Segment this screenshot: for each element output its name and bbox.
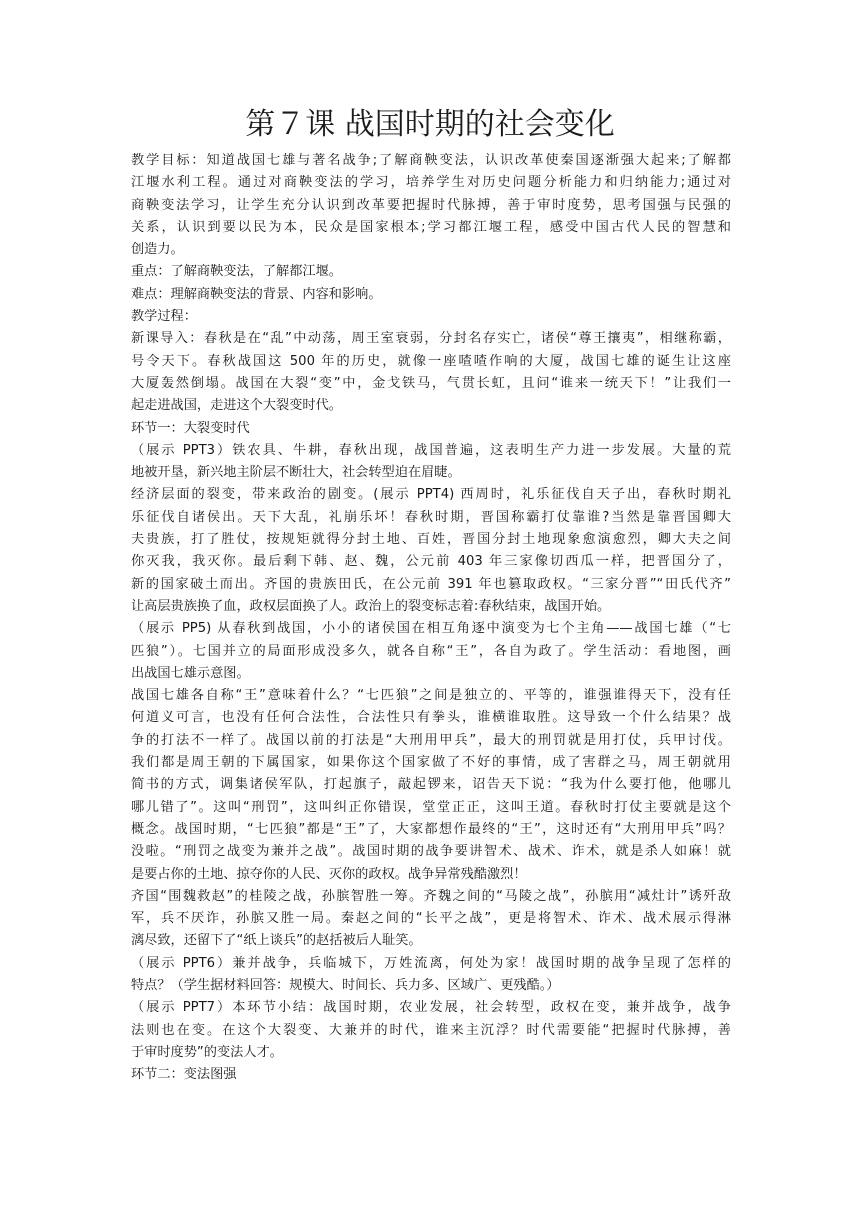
text-line: 创造力。	[131, 242, 184, 258]
text-line: 战国七雄各自称“王”意味着什么？“七匹狼”之间是独立的、平等的，谁强谁得天下，没有任	[131, 688, 731, 704]
text-line: 关系，认识到要以民为本，民众是国家根本;学习都江堰工程，感受中国古代人民的智慧和	[131, 219, 731, 235]
text-line: 环节一：大裂变时代	[131, 420, 250, 436]
text-line: 齐国“围魏救赵”的桂陵之战，孙膑智胜一筹。齐魏之间的“马陵之战”，孙膑用“减灶计”诱歼敌	[131, 888, 731, 904]
text-line: 让高层贵族换了血，政权层面换了人。政治上的裂变标志着:春秋结束，战国开始。	[131, 598, 611, 614]
lesson-title: 第７课 战国时期的社会变化	[245, 107, 615, 142]
text-line: 匹狼”）。七国并立的局面形成没多久，就各自称“王”，各自为政了。学生活动：看地图，画	[131, 643, 731, 659]
text-line: 漓尽致，还留下了“纸上谈兵”的赵括被后人耻笑。	[131, 933, 422, 949]
text-line: 号令天下。春秋战国这 500 年的历史，就像一座喳喳作响的大厦，战国七雄的诞生让这座	[131, 353, 731, 369]
text-line: 教学过程：	[131, 309, 197, 325]
text-line: （展示 PP5) 从春秋到战国，小小的诸侯国在相互角逐中演变为七个主角——战国七雄（“七	[131, 621, 731, 637]
text-line: 法则也在变。在这个大裂变、大兼并的时代，谁来主沉浮？时代需要能“把握时代脉搏，善	[131, 1022, 731, 1038]
text-line: 我们都是周王朝的下属国家，如果你这个国家做了不好的事情，成了害群之马，周王朝就用	[131, 755, 731, 771]
text-line: 经济层面的裂变，带来政治的剧变。(展示 PPT4) 西周时，礼乐征伐自天子出，春秋时期礼	[131, 487, 731, 503]
text-line: 出战国七雄示意图。	[131, 665, 250, 681]
text-line: 何道义可言，也没有任何合法性，合法性只有拳头，谁横谁取胜。这导致一个什么结果？战	[131, 710, 731, 726]
text-line: 乐征伐自诸侯出。天下大乱，礼崩乐坏！春秋时期，晋国称霸打仗靠谁?当然是靠晋国卿大	[131, 509, 731, 525]
text-line: 你灭我，我灭你。最后剩下韩、赵、魏，公元前 403 年三家像切西瓜一样，把晋国分了，	[131, 554, 731, 570]
text-line: 重点：了解商鞅变法，了解都江堰。	[131, 264, 342, 280]
text-line: 大厦轰然倒塌。战国在大裂“变”中，金戈铁马，气贯长虹，且问“谁来一统天下！”让我们一	[131, 375, 731, 391]
text-line: 是要占你的土地、掠夺你的人民、灭你的政权。战争异常残酷激烈！	[131, 866, 527, 882]
text-line: （展示 PPT3）铁农具、牛耕，春秋出现，战国普遍，这表明生产力进一步发展。大量的荒	[131, 442, 731, 458]
text-line: 没啦。“刑罚之战变为兼并之战”。战国时期的战争要讲智术、战术、诈术，就是杀人如麻！就	[131, 844, 731, 860]
text-line: 夫贵族，打了胜仗，按规矩就得分封土地、百姓，晋国分封土地现象愈演愈烈，卿大夫之间	[131, 532, 731, 548]
text-line: 新课导入：春秋是在“乱”中动荡，周王室衰弱，分封名存实亡，诸侯“尊王攘夷”，相继称霸，	[131, 331, 731, 347]
text-line: 军，兵不厌诈，孙膑又胜一局。秦赵之间的“长平之战”，更是将智术、诈术、战术展示得淋	[131, 911, 731, 927]
lesson-body	[131, 150, 731, 1086]
text-line: 江堰水利工程。通过对商鞅变法的学习，培养学生对历史问题分析能力和归纳能力;通过对	[131, 175, 731, 191]
text-line: 特点？（学生据材料回答：规模大、时间长、兵力多、区域广、更残酷。）	[131, 977, 560, 993]
text-line: （展示 PPT7）本环节小结：战国时期，农业发展，社会转型，政权在变，兼并战争，战争	[131, 1000, 731, 1016]
text-line: 教学目标：知道战国七雄与著名战争;了解商鞅变法，认识改革使秦国逐渐强大起来;了解都	[131, 153, 731, 168]
text-line: （展示 PPT6）兼并战争，兵临城下，万姓流离，何处为家！战国时期的战争呈现了怎样的	[131, 955, 731, 971]
text-line: 争的打法不一样了。战国以前的打法是“大刑用甲兵”，最大的刑罚就是用打仗，兵甲讨伐。	[131, 732, 731, 748]
text-line: 环节二：变法图强	[131, 1067, 237, 1083]
text-line: 概念。战国时期，“七匹狼”都是“王”了，大家都想作最终的“王”，这时还有“大刑用甲兵”吗？	[131, 821, 731, 837]
text-line: 新的国家破土而出。齐国的贵族田氏，在公元前 391 年也篡取政权。“三家分晋”“田氏代齐”	[131, 576, 731, 592]
text-line: 于审时度势”的变法人才。	[131, 1044, 283, 1060]
text-line: 哪儿错了”。这叫“刑罚”，这叫纠正你错误，堂堂正正，这叫王道。春秋时打仗主要就是这个	[131, 799, 731, 815]
text-line: 起走进战国，走进这个大裂变时代。	[131, 398, 342, 414]
text-line: 难点：理解商鞅变法的背景、内容和影响。	[131, 286, 382, 302]
text-line: 简书的方式，调集诸侯军队，打起旗子，敲起锣来，诏告天下说：“我为什么要打他，他哪儿	[131, 777, 731, 793]
text-line: 地被开垦，新兴地主阶层不断壮大，社会转型迫在眉睫。	[131, 465, 461, 481]
text-line: 商鞅变法学习，让学生充分认识到改革要把握时代脉搏，善于审时度势，思考国强与民强的	[131, 197, 731, 213]
